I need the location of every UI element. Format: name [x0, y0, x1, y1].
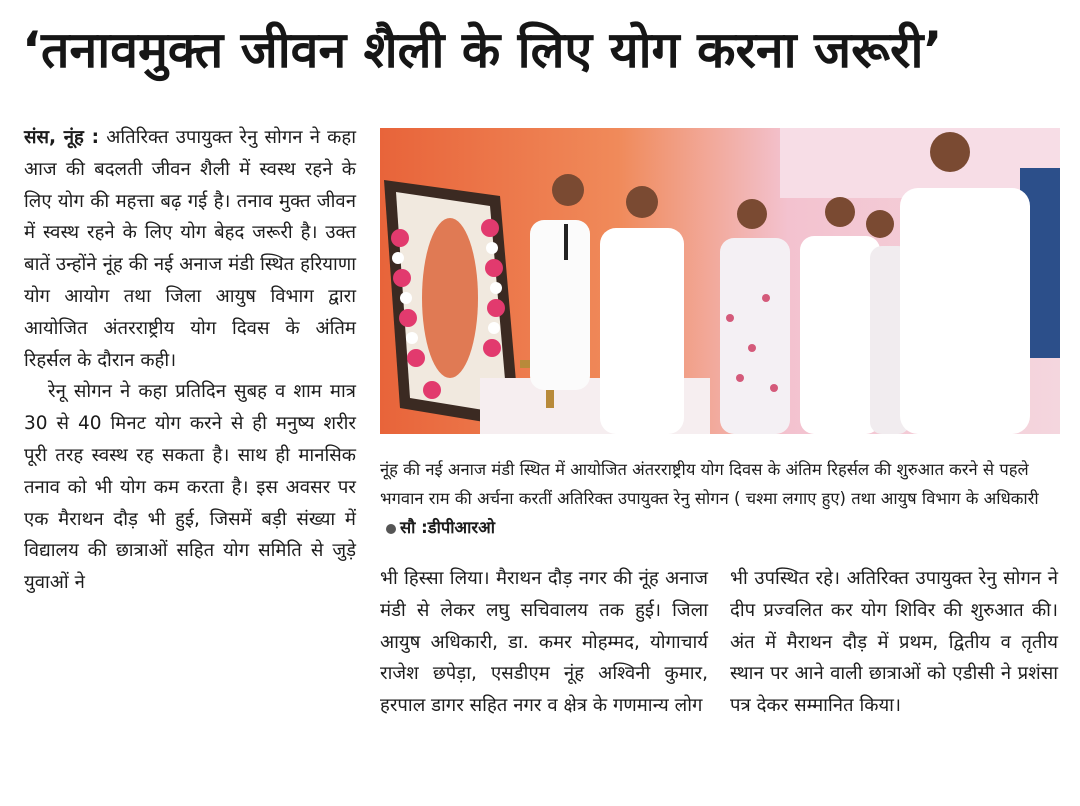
- photo-credit: सौ :डीपीआरओ: [400, 518, 496, 537]
- column-3-text: भी उपस्थित रहे। अतिरिक्त उपायुक्त रेनु सोगन ने दीप प्रज्वलित कर योग शिविर की शुरुआत की। अंत में मैराथन दौड़ में प्रथम, द्वितीय व तृतीय स्थान पर आने वाली छात्राओं को एडीसी ने प्रशंसा पत्र देकर सम्मानित किया।: [730, 568, 1058, 717]
- paragraph-1-text: अतिरिक्त उपायुक्त रेनु सोगन ने कहा आज की बदलती जीवन शैली में स्वस्थ रहने के लिए योग की महत्ता बढ़ गई है। तनाव मुक्त जीवन में स्वस्थ रहने के लिए योग बेहद जरूरी है। उक्त बातें उन्होंने नूंह की नई अनाज मंडी स्थित हरियाणा योग आयोग तथा जिला आयुष विभाग द्वारा आयोजित अंतरराष्ट्रीय योग दिवस के अंतिम रिहर्सल के दौरान कही।: [24, 127, 356, 371]
- column-2-text: भी हिस्सा लिया। मैराथन दौड़ नगर की नूंह अनाज मंडी से लेकर लघु सचिवालय तक हुई। जिला आयुष अधिकारी, डा. कमर मोहम्मद, योगाचार्य राजेश छपेड़ा, एसडीएम नूंह अश्विनी कुमार, हरपाल डागर सहित नगर व क्षेत्र के गणमान्य लोग: [380, 568, 708, 717]
- paragraph-2: रेनू सोगन ने कहा प्रतिदिन सुबह व शाम मात्र 30 से 40 मिनट योग करने से ही मनुष्य शरीर पूरी तरह स्वस्थ रह सकता है। साथ ही मानसिक तनाव को भी योग कम करता है। इस अवसर पर एक मैराथन दौड़ भी हुई, जिसमें बड़ी संख्या में विद्यालय की छात्राओं सहित योग समिति से जुड़े युवाओं ने: [24, 381, 356, 594]
- article-column-2: [380, 563, 708, 722]
- bullet-icon: [386, 524, 396, 534]
- article-headline: ‘तनावमुक्त जीवन शैली के लिए योग करना जरूरी’: [22, 21, 943, 79]
- article-column-1: [24, 122, 356, 599]
- news-photo: [380, 128, 1060, 434]
- photo-illustration: [380, 128, 1060, 434]
- caption-text: नूंह की नई अनाज मंडी स्थित में आयोजित अंतरराष्ट्रीय योग दिवस के अंतिम रिहर्सल की शुरुआत करने से पहले भगवान राम की अर्चना करतीं अतिरिक्त उपायुक्त रेनु सोगन ( चश्मा लगाए हुए) तथा आयुष विभाग के अधिकारी: [380, 460, 1039, 508]
- paragraph-1: [24, 122, 356, 376]
- article-column-3: [730, 563, 1058, 722]
- dateline: संस, नूंह :: [24, 127, 100, 148]
- photo-caption: [380, 455, 1056, 542]
